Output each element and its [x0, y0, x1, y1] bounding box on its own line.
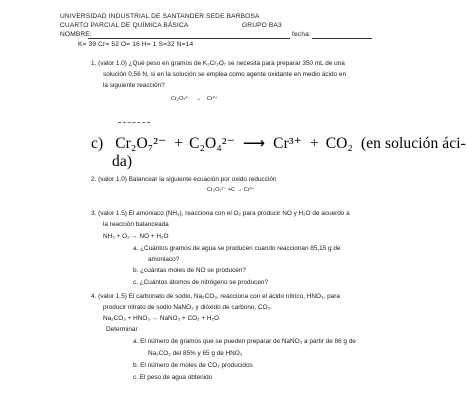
big-eq-plus-2: +	[309, 135, 319, 152]
q1-arrow: →	[195, 96, 202, 102]
big-eq-reactant-1: Cr₂O₇²⁻	[115, 135, 167, 152]
q4-line1: 4. (valor 1.5) El carbonato de sodio, Na₂CO₃, reacciona con el ácido nítrico, HNO₃, para	[91, 293, 340, 300]
q2-text: 2. (valor 1.0) Balancear la siguiente ecuación por oxido reducción	[91, 176, 277, 183]
q3-item-c: c. ¿Cuántos átomos de nitrógeno se producen?	[133, 279, 268, 286]
big-eq-label: c)	[91, 135, 104, 152]
q3-line1: 3. (valor 1.5) El amoniaco (NH₃), reacciona con el O₂ para producir NO y H₂O de acuerdo a	[91, 210, 350, 217]
big-eq-arrow: ⟶	[242, 135, 266, 152]
big-eq-plus-1: +	[174, 135, 184, 152]
big-eq-condition-cont: da)	[112, 153, 133, 170]
q3-line2: la reacción balanceada	[103, 221, 169, 228]
q1-product: Cr³⁺	[206, 96, 218, 102]
big-eq-product-2: CO₂	[325, 135, 353, 152]
exam-title: CUARTO PARCIAL DE QUÍMICA BÁSICA	[60, 22, 189, 29]
q4-determine-label: Determinar	[106, 326, 138, 333]
q1-reactant: Cr₂O₇²⁻	[171, 96, 191, 102]
big-equation	[91, 134, 466, 153]
q1-line2: solución 0,56 N, si en la solución se emplea como agente oxidante en medio ácido en	[103, 71, 346, 78]
q3-item-b: b. ¿cuántas moles de NO se producen?	[133, 267, 246, 274]
q1-reaction	[171, 96, 218, 102]
q4-item-a-line1: a. El número de gramos que se pueden preparar de NaNO₃ a partir de 86 g de	[133, 338, 356, 345]
q3-item-a-line1: a. ¿Cuántos gramos de agua se producen cuando reaccionan 85,15 g de	[133, 245, 341, 252]
q3-equation: NH₃ + O₂ → NO + H₂O	[103, 233, 169, 240]
q4-equation: Na₂CO₃ + HNO₃ → NaNO₃ + CO₂ + H₂O	[103, 315, 219, 322]
big-eq-product-1: Cr³⁺	[273, 135, 302, 152]
big-eq-condition: (en solución áci-	[360, 135, 466, 152]
q4-line2: producir nitrato de sodio NaNO₃ y dióxido de carbono, CO₂.	[103, 304, 272, 311]
university-title: UNIVERSIDAD INDUSTRIAL DE SANTANDER SEDE BARBOSA	[60, 13, 260, 20]
atomic-masses: K= 39 Cr= 52 O= 16 H= 1 S=32 N=14	[78, 41, 194, 48]
name-line	[88, 38, 290, 39]
q1-line3: la siguiente reacción?	[103, 82, 165, 89]
q2-equation: Cr₂O₇²⁻ +C → Cr³⁺	[207, 187, 255, 193]
q4-item-c: c. El peso de agua obtenido	[133, 374, 213, 381]
image-crop-edge	[118, 122, 150, 123]
date-line	[312, 38, 372, 39]
date-label: fecha:	[292, 31, 311, 38]
q3-item-a-line2: amoniaco?	[148, 256, 180, 263]
group-label: GRUPO BA3	[242, 22, 282, 29]
q4-item-b: b. El número de moles de CO₂ producidos	[133, 362, 253, 369]
q1-line1: 1. (valor 1.0) ¿Qué peso en gramos de K₂Cr₂O₇ se necesita para preparar 350 mL de una	[91, 60, 345, 67]
q4-item-a-line2: Na₂CO₃ del 85% y 65 g de HNO₃	[148, 350, 243, 357]
name-label: NOMBRE:	[60, 31, 92, 38]
big-eq-reactant-2: C₂O₄²⁻	[189, 135, 235, 152]
